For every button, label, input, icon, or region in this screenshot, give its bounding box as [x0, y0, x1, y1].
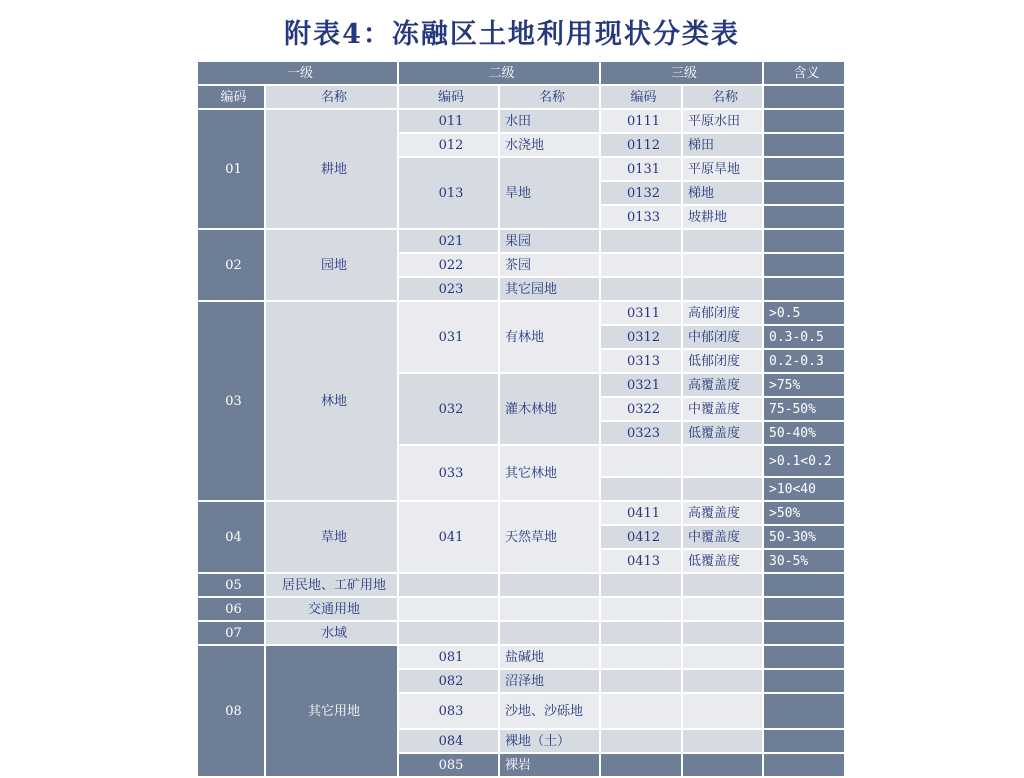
- level3-code: 0411: [600, 501, 682, 525]
- level1-name: 其它用地: [265, 645, 398, 777]
- level3-code: [600, 621, 682, 645]
- level3-name: 低覆盖度: [682, 421, 763, 445]
- meaning-cell: [763, 181, 845, 205]
- level1-name: 水域: [265, 621, 398, 645]
- level2-code: 021: [398, 229, 499, 253]
- level3-name: [682, 597, 763, 621]
- level2-code: 082: [398, 669, 499, 693]
- level2-code: 032: [398, 373, 499, 445]
- level2-code: 023: [398, 277, 499, 301]
- meaning-cell: 75-50%: [763, 397, 845, 421]
- land-use-classification-table: [196, 60, 846, 778]
- meaning-cell: 50-40%: [763, 421, 845, 445]
- level2-name: 灌木林地: [499, 373, 600, 445]
- level3-code: [600, 445, 682, 477]
- meaning-cell: [763, 753, 845, 777]
- level2-code: 081: [398, 645, 499, 669]
- level3-code: [600, 693, 682, 729]
- level3-name: 平原旱地: [682, 157, 763, 181]
- level1-code: 07: [197, 621, 265, 645]
- table-row: [197, 301, 845, 325]
- level1-code: 08: [197, 645, 265, 777]
- level3-name: [682, 445, 763, 477]
- level1-code: 06: [197, 597, 265, 621]
- meaning-cell: 0.2-0.3: [763, 349, 845, 373]
- level1-code: 03: [197, 301, 265, 501]
- level3-name: [682, 229, 763, 253]
- meaning-cell: 0.3-0.5: [763, 325, 845, 349]
- level3-name: [682, 277, 763, 301]
- header-name-level2: 名称: [499, 85, 600, 109]
- level3-name: 中覆盖度: [682, 397, 763, 421]
- level3-code: [600, 229, 682, 253]
- level3-code: 0313: [600, 349, 682, 373]
- level2-code: 011: [398, 109, 499, 133]
- meaning-cell: [763, 669, 845, 693]
- level2-name: [499, 573, 600, 597]
- level2-code: 084: [398, 729, 499, 753]
- level2-code: 041: [398, 501, 499, 573]
- header-level1: 一级: [197, 61, 398, 85]
- header-level3: 三级: [600, 61, 763, 85]
- level3-code: 0321: [600, 373, 682, 397]
- level2-name: 裸岩: [499, 753, 600, 777]
- level2-code: 085: [398, 753, 499, 777]
- meaning-cell: >0.5: [763, 301, 845, 325]
- header-code-level2: 编码: [398, 85, 499, 109]
- meaning-cell: [763, 729, 845, 753]
- level2-code: 012: [398, 133, 499, 157]
- meaning-cell: [763, 621, 845, 645]
- level2-name: 其它园地: [499, 277, 600, 301]
- level3-name: 高覆盖度: [682, 373, 763, 397]
- level2-code: 031: [398, 301, 499, 373]
- meaning-cell: [763, 205, 845, 229]
- level2-name: 裸地（土）: [499, 729, 600, 753]
- header-meaning: 含义: [763, 61, 845, 85]
- meaning-cell: 30-5%: [763, 549, 845, 573]
- level1-name: 园地: [265, 229, 398, 301]
- level3-name: [682, 573, 763, 597]
- level3-code: 0412: [600, 525, 682, 549]
- table-row: [197, 501, 845, 525]
- level3-name: [682, 645, 763, 669]
- header-row-levels: [197, 61, 845, 85]
- level3-code: [600, 573, 682, 597]
- level2-name: 其它林地: [499, 445, 600, 501]
- level3-code: [600, 597, 682, 621]
- meaning-cell: [763, 157, 845, 181]
- level3-code: 0322: [600, 397, 682, 421]
- level2-name: 旱地: [499, 157, 600, 229]
- meaning-cell: >50%: [763, 501, 845, 525]
- table-row: [197, 229, 845, 253]
- level3-name: 中覆盖度: [682, 525, 763, 549]
- level1-name: 林地: [265, 301, 398, 501]
- level1-name: 交通用地: [265, 597, 398, 621]
- level2-name: 茶园: [499, 253, 600, 277]
- level3-name: 低覆盖度: [682, 549, 763, 573]
- level2-name: 有林地: [499, 301, 600, 373]
- level2-code: 022: [398, 253, 499, 277]
- header-name-level1: 名称: [265, 85, 398, 109]
- meaning-cell: [763, 277, 845, 301]
- level3-name: 高覆盖度: [682, 501, 763, 525]
- page-title: 附表4：冻融区土地利用现状分类表: [284, 19, 740, 50]
- level3-code: 0131: [600, 157, 682, 181]
- level1-name: 耕地: [265, 109, 398, 229]
- level2-code: 013: [398, 157, 499, 229]
- level3-code: 0312: [600, 325, 682, 349]
- level3-name: [682, 477, 763, 501]
- level1-code: 02: [197, 229, 265, 301]
- table-row: [197, 597, 845, 621]
- level3-name: 高郁闭度: [682, 301, 763, 325]
- level2-code: 083: [398, 693, 499, 729]
- meaning-cell: 50-30%: [763, 525, 845, 549]
- level3-code: [600, 729, 682, 753]
- level3-code: [600, 753, 682, 777]
- level2-name: 沙地、沙砾地: [499, 693, 600, 729]
- level3-code: [600, 253, 682, 277]
- level2-name: 水田: [499, 109, 600, 133]
- table-row: [197, 573, 845, 597]
- level2-name: [499, 621, 600, 645]
- table-row: [197, 109, 845, 133]
- level3-code: [600, 645, 682, 669]
- level1-code: 01: [197, 109, 265, 229]
- level3-code: [600, 477, 682, 501]
- meaning-cell: >0.1<0.2: [763, 445, 845, 477]
- level3-name: [682, 669, 763, 693]
- level3-name: 梯田: [682, 133, 763, 157]
- meaning-cell: [763, 573, 845, 597]
- level2-code: 033: [398, 445, 499, 501]
- meaning-cell: >75%: [763, 373, 845, 397]
- level3-name: 低郁闭度: [682, 349, 763, 373]
- meaning-cell: [763, 109, 845, 133]
- level2-code: [398, 597, 499, 621]
- level3-name: [682, 253, 763, 277]
- level2-name: 果园: [499, 229, 600, 253]
- header-row-fields: [197, 85, 845, 109]
- meaning-cell: [763, 229, 845, 253]
- level3-code: 0323: [600, 421, 682, 445]
- level3-name: [682, 729, 763, 753]
- level2-name: 水浇地: [499, 133, 600, 157]
- level3-code: [600, 669, 682, 693]
- header-level2: 二级: [398, 61, 600, 85]
- meaning-cell: [763, 645, 845, 669]
- header-code-level1: 编码: [197, 85, 265, 109]
- level3-name: 坡耕地: [682, 205, 763, 229]
- level3-code: 0311: [600, 301, 682, 325]
- meaning-cell: [763, 597, 845, 621]
- meaning-cell: [763, 253, 845, 277]
- level3-name: 梯地: [682, 181, 763, 205]
- level3-code: 0133: [600, 205, 682, 229]
- level2-name: [499, 597, 600, 621]
- level1-name: 居民地、工矿用地: [265, 573, 398, 597]
- header-code-level3: 编码: [600, 85, 682, 109]
- meaning-cell: [763, 693, 845, 729]
- level2-name: 天然草地: [499, 501, 600, 573]
- meaning-cell: [763, 133, 845, 157]
- header-meaning-blank: [763, 85, 845, 109]
- level1-code: 04: [197, 501, 265, 573]
- table-row: [197, 621, 845, 645]
- level3-name: [682, 693, 763, 729]
- level3-name: [682, 621, 763, 645]
- level1-code: 05: [197, 573, 265, 597]
- level3-name: 平原水田: [682, 109, 763, 133]
- level3-code: 0111: [600, 109, 682, 133]
- header-name-level3: 名称: [682, 85, 763, 109]
- level3-code: [600, 277, 682, 301]
- table-row: [197, 645, 845, 669]
- level3-code: 0132: [600, 181, 682, 205]
- level2-name: 沼泽地: [499, 669, 600, 693]
- level3-name: [682, 753, 763, 777]
- level3-code: 0112: [600, 133, 682, 157]
- level3-name: 中郁闭度: [682, 325, 763, 349]
- level2-code: [398, 621, 499, 645]
- level3-code: 0413: [600, 549, 682, 573]
- level2-name: 盐碱地: [499, 645, 600, 669]
- meaning-cell: >10<40: [763, 477, 845, 501]
- level1-name: 草地: [265, 501, 398, 573]
- level2-code: [398, 573, 499, 597]
